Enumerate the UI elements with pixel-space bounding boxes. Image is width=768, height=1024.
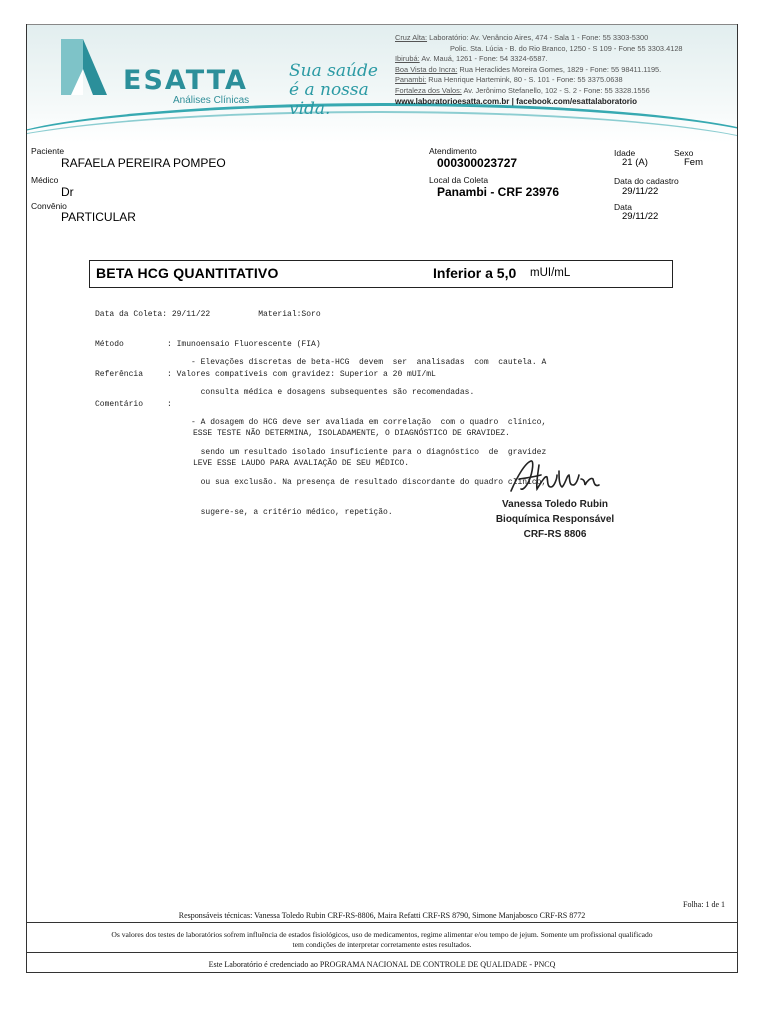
visit-label: Atendimento — [429, 146, 477, 156]
comment-line: - A dosagem do HCG deve ser avaliada em correlação com o quadro clínico, — [191, 418, 547, 427]
sex-value: Fem — [684, 157, 703, 168]
date-value: 29/11/22 — [622, 211, 659, 222]
comment-line: sugere-se, a critério médico, repetição. — [191, 508, 393, 517]
address-line: Cruz Alta: Laboratório: Av. Venâncio Aires, 474 - Sala 1 - Fone: 55 3303-5300 — [395, 33, 649, 42]
collection-site: Panambi - CRF 23976 — [437, 185, 560, 199]
comment-line: - Elevações discretas de beta-HCG devem ser analisadas com cautela. A — [191, 358, 547, 367]
register-date-label: Data do cadastro — [614, 176, 679, 186]
register-date: 29/11/22 — [622, 186, 659, 197]
collection-site-label: Local da Coleta — [429, 175, 489, 185]
address-line: Panambi: Rua Henrique Hartemink, 80 - S. 101 - Fone: 55 3375.0638 — [395, 75, 623, 85]
brand-subtitle: Análises Clínicas — [173, 95, 250, 106]
notice-line: LEVE ESSE LAUDO PARA AVALIAÇÃO DE SEU MÉDICO. — [193, 459, 410, 468]
address-line: Ibirubá: Av. Mauá, 1261 - Fone: 54 3324-6587. — [395, 54, 548, 64]
address-line: Fortaleza dos Valos: Av. Jerônimo Stefanello, 102 - S. 2 - Fone: 55 3328.1556 — [395, 85, 650, 95]
lab-header — [27, 24, 737, 143]
date-label: Data — [614, 202, 632, 212]
test-result: Inferior a 5,0 — [433, 265, 517, 281]
age-label: Idade — [614, 148, 636, 158]
comment-line: sendo um resultado isolado insuficiente para o diagnóstico de gravidez — [191, 448, 547, 457]
patient-name: RAFAELA PEREIRA POMPEO — [61, 156, 226, 170]
footer-divider — [27, 952, 737, 953]
result-box — [89, 260, 673, 288]
footer-divider — [27, 922, 737, 923]
disclaimer-line: tem condições de interpretar corretamente estes resultados. — [292, 940, 472, 949]
comment-line: ou sua exclusão. Na presença de resultado discordante do quadro clínico, — [191, 478, 547, 487]
test-name: BETA HCG QUANTITATIVO — [96, 265, 279, 281]
insurance-value: PARTICULAR — [61, 210, 136, 224]
report-page — [26, 24, 738, 973]
detail-line: Referência : Valores compatíveis com gravidez: Superior a 20 mUI/mL — [95, 370, 436, 379]
signature-block — [467, 457, 643, 577]
signer-crf: CRF-RS 8806 — [523, 529, 587, 540]
detail-line: Comentário : — [95, 400, 172, 409]
esatta-logo-icon — [57, 39, 115, 101]
address-list — [395, 33, 683, 107]
detail-line: Data da Coleta: 29/11/22 Material:Soro — [95, 310, 321, 319]
patient-label: Paciente — [31, 146, 65, 156]
technical-staff: Responsáveis técnicas: Vanessa Toledo Rubin CRF-RS-8806, Maira Refatti CRF-RS 8790, Simone Manjabosco CRF-RS 8772 — [178, 911, 586, 920]
visit-number: 000300023727 — [437, 156, 518, 170]
detail-line: Método : Imunoensaio Fluorescente (FIA) — [95, 340, 321, 349]
sex-label: Sexo — [674, 148, 694, 158]
disclaimer-line: Os valores dos testes de laboratórios sofrem influência de estados fisiológicos, uso de medicamentos, regime alimentar e/ou tempo de jejum. Somente um profissional qualificado — [111, 930, 653, 939]
notice-text — [193, 409, 510, 489]
slogan: Sua saúde é a nossa vida. — [289, 61, 378, 119]
address-line: Polic. Sta. Lúcia - B. do Rio Branco, 1250 - S 109 - Fone 55 3303.4128 — [450, 43, 683, 53]
test-unit: mUI/mL — [530, 267, 571, 279]
pncq-accreditation: Este Laboratório é credenciado ao PROGRAMA NACIONAL DE CONTROLE DE QUALIDADE - PNCQ — [208, 960, 556, 969]
comment-line: consulta médica e dosagens subsequentes são recomendadas. — [191, 388, 475, 397]
handwritten-signature-icon — [507, 457, 607, 497]
signer-name: Vanessa Toledo Rubin — [502, 499, 608, 510]
address-line: Boa Vista do Incra: Rua Heraclides Moreira Gomes, 1829 - Fone: 55 98411.1195. — [395, 64, 662, 74]
doctor-label: Médico — [31, 175, 59, 185]
doctor-name: Dr — [61, 185, 74, 199]
signer-role: Bioquímica Responsável — [495, 514, 615, 525]
notice-line: ESSE TESTE NÃO DETERMINA, ISOLADAMENTE, O DIAGNÓSTICO DE GRAVIDEZ. — [193, 429, 510, 438]
website-link[interactable]: www.laboratorioesatta.com.br | facebook.com/esattalaboratorio — [395, 96, 637, 106]
insurance-label: Convênio — [31, 201, 67, 211]
age-value: 21 (A) — [622, 157, 648, 168]
brand-name: ESATTA — [123, 65, 248, 96]
page-number: Folha: 1 de 1 — [683, 900, 725, 909]
